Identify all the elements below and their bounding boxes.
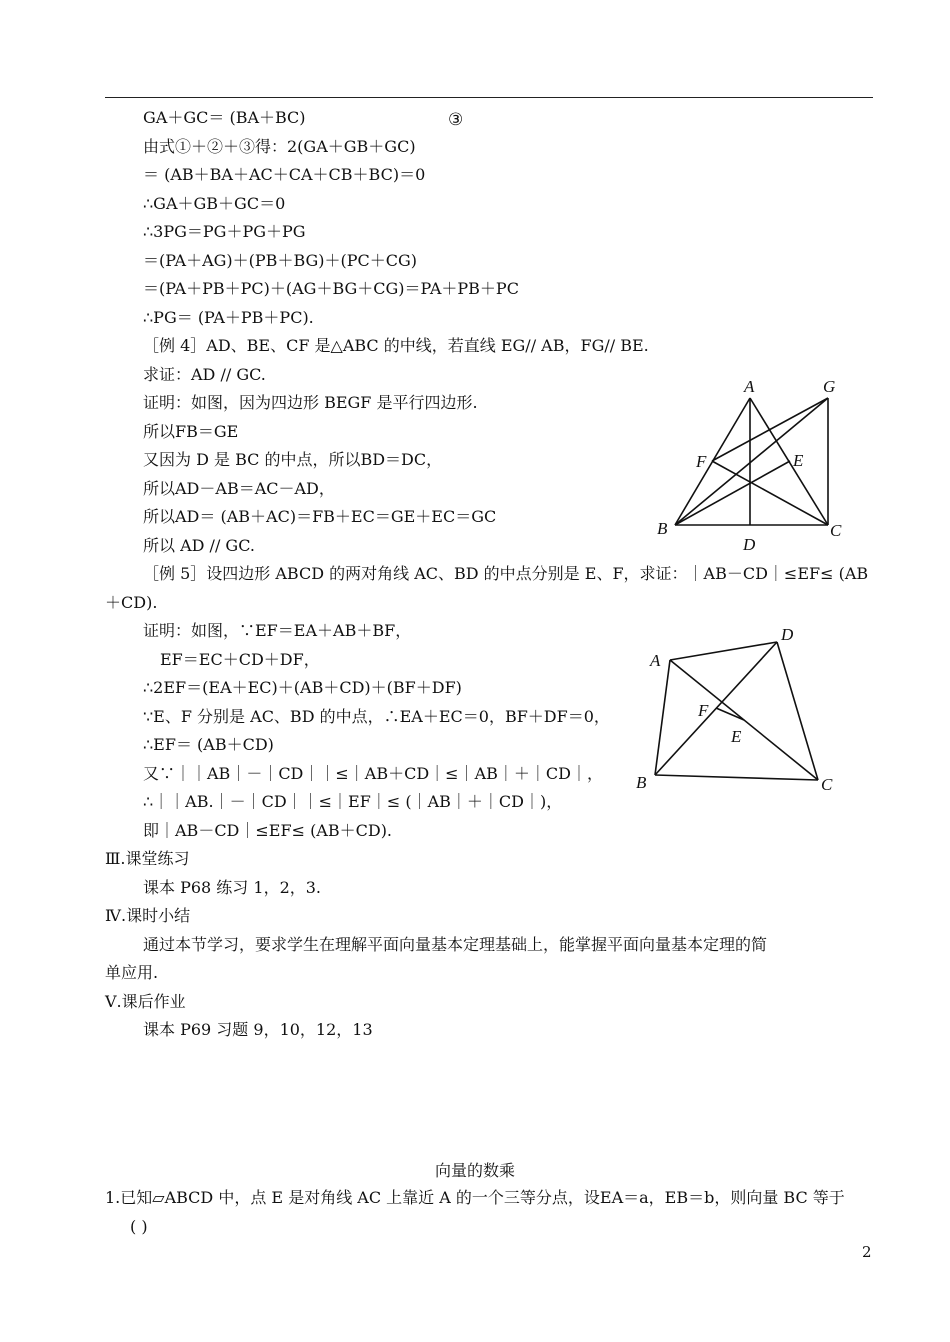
line-12: 所以FB＝GE: [143, 422, 239, 441]
line-6: ＝(PA＋AG)＋(PB＋BG)＋(PC＋CG): [143, 251, 418, 270]
section-heading-summary: Ⅳ.课时小结: [105, 906, 191, 925]
question-1: 1.已知▱ABCD 中，点 E 是对角线 AC 上靠近 A 的一个三等分点，设EA＝a，EB＝b，则向量 BC 等于: [105, 1188, 845, 1207]
label-F: F: [696, 452, 707, 471]
line-13: 又因为 D 是 BC 的中点，所以BD＝DC，: [143, 450, 443, 469]
line-17: ［例 5］设四边形 ABCD 的两对角线 AC、BD 的中点分别是 E、F，求证：｜AB－CD｜≤EF≤ (AB: [143, 564, 869, 583]
page-number: 2: [862, 1243, 872, 1261]
line-21: ∴2EF＝(EA＋EC)＋(AB＋CD)＋(BF＋DF): [143, 678, 462, 697]
seg-AD: [670, 642, 777, 660]
label-D: D: [743, 535, 756, 554]
label-C: C: [821, 775, 833, 794]
line-16: 所以 AD // GC.: [143, 536, 255, 555]
line-24: 又∵｜｜AB｜－｜CD｜｜≤｜AB＋CD｜≤｜AB｜＋｜CD｜，: [143, 764, 603, 783]
seg-FG: [712, 398, 828, 461]
line-10: 求证：AD // GC.: [143, 365, 266, 384]
line-20: EF＝EC＋CD＋DF，: [160, 650, 320, 669]
label-B: B: [657, 519, 668, 538]
line-3: ＝ (AB＋BA＋AC＋CA＋CB＋BC)＝0: [143, 165, 426, 184]
label-D: D: [781, 625, 794, 644]
line-14: 所以AD－AB＝AC－AD，: [143, 479, 335, 498]
line-1: GA＋GC＝ (BA＋BC): [143, 108, 306, 127]
seg-FE: [716, 708, 744, 720]
line-31: 单应用.: [105, 963, 159, 982]
section-heading-practice: Ⅲ.课堂练习: [105, 849, 190, 868]
circled-marker: ③: [448, 110, 464, 130]
line-15: 所以AD＝ (AB＋AC)＝FB＋EC＝GE＋EC＝GC: [143, 507, 497, 526]
line-30: 通过本节学习，要求学生在理解平面向量基本定理基础上，能掌握平面向量基本定理的简: [143, 935, 768, 954]
line-8: ∴PG＝ (PA＋PB＋PC).: [143, 308, 314, 327]
seg-DC: [777, 642, 818, 780]
label-G: G: [823, 377, 836, 396]
label-A: A: [650, 651, 661, 670]
label-F: F: [698, 701, 709, 720]
line-25: ∴｜｜AB.｜－｜CD｜｜≤｜EF｜≤ (｜AB｜＋｜CD｜)，: [143, 792, 563, 811]
line-23: ∴EF＝ (AB＋CD): [143, 735, 274, 754]
line-18: ＋CD).: [105, 593, 158, 612]
label-A: A: [744, 377, 755, 396]
line-33: 课本 P69 习题 9，10，12，13: [143, 1020, 373, 1039]
label-E: E: [731, 727, 742, 746]
label-B: B: [636, 773, 647, 792]
figure-example-5: [630, 620, 855, 800]
figure-example-4: [640, 370, 870, 555]
seg-BE: [675, 461, 790, 525]
line-26: 即｜AB－CD｜≤EF≤ (AB＋CD).: [143, 821, 393, 840]
line-7: ＝(PA＋PB＋PC)＋(AG＋BG＋CG)＝PA＋PB＋PC: [143, 279, 519, 298]
seg-CB: [655, 775, 818, 780]
seg-BA: [655, 660, 670, 775]
line-2: 由式①＋②＋③得：2(GA＋GB＋GC): [143, 137, 416, 156]
line-11: 证明：如图，因为四边形 BEGF 是平行四边形.: [143, 393, 478, 412]
section-heading-homework: Ⅴ.课后作业: [105, 992, 186, 1011]
section-title: 向量的数乘: [434, 1161, 515, 1180]
line-19: 证明：如图，∵EF＝EA＋AB＋BF，: [143, 621, 412, 640]
seg-CF: [712, 461, 828, 525]
line-28: 课本 P68 练习 1，2，3.: [143, 878, 322, 897]
label-C: C: [830, 521, 842, 540]
label-E: E: [793, 451, 804, 470]
line-9: ［例 4］AD、BE、CF 是△ABC 的中线，若直线 EG// AB，FG// BE.: [143, 336, 649, 355]
line-5: ∴3PG＝PG＋PG＋PG: [143, 222, 306, 241]
header-rule: [105, 97, 873, 98]
line-22: ∵E、F 分别是 AC、BD 的中点，∴EA＋EC＝0，BF＋DF＝0，: [143, 707, 610, 726]
line-4: ∴GA＋GB＋GC＝0: [143, 194, 286, 213]
question-1-blank: ( ): [130, 1217, 148, 1236]
